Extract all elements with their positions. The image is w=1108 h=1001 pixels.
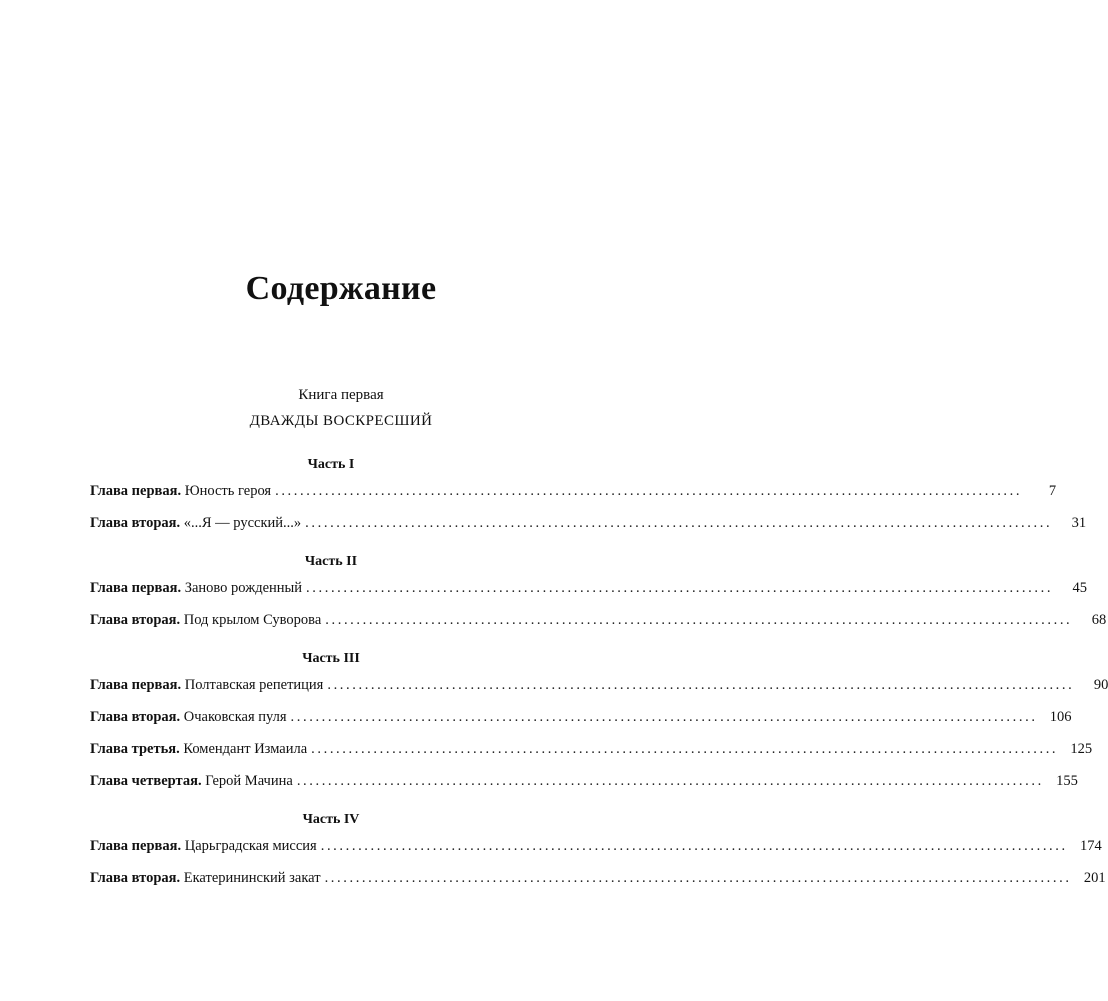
toc-entry[interactable] [90, 835, 1102, 867]
toc-entry[interactable] [90, 770, 1078, 802]
toc-entry[interactable] [90, 867, 1106, 899]
toc-entry[interactable] [90, 738, 1093, 770]
chapter-name: Екатерининский закат [183, 870, 321, 886]
chapter-label: Глава третья. [90, 741, 180, 757]
page-number: 125 [1070, 741, 1093, 757]
chapter-name: Под крылом Суворова [183, 612, 322, 628]
chapter-label: Глава вторая. [90, 515, 181, 531]
dot-leader: ........................................................................................................................ [275, 483, 1023, 499]
toc-entry[interactable] [90, 577, 1088, 609]
page-number: 31 [1071, 515, 1087, 531]
chapter-name: Герой Мачина [205, 773, 293, 789]
toc-entry[interactable] [90, 609, 1107, 641]
page-number: 90 [1093, 677, 1108, 693]
dot-leader: ........................................................................................................................ [320, 838, 1068, 854]
toc-entry[interactable] [90, 480, 1057, 512]
toc-entry[interactable] [90, 674, 1108, 706]
chapter-name: Комендант Измаила [183, 741, 308, 757]
page-number: 155 [1056, 773, 1078, 789]
dot-leader: ........................................................................................................................ [324, 870, 1072, 886]
part-heading: Часть III [302, 651, 360, 666]
chapter-name: Полтавская репетиция [184, 677, 324, 693]
dot-leader: ........................................................................................................................ [325, 612, 1073, 628]
chapter-name: Очаковская пуля [183, 709, 287, 725]
toc-entry[interactable] [90, 706, 1072, 738]
page-title: Содержание [245, 270, 437, 307]
chapter-name: Царьградская миссия [184, 838, 317, 854]
book-label: Книга первая [298, 387, 384, 403]
chapter-label: Глава вторая. [90, 612, 181, 628]
chapter-label: Глава первая. [90, 580, 182, 596]
page-number: 174 [1079, 838, 1102, 854]
part-heading: Часть I [307, 457, 355, 472]
book-title: ДВАЖДЫ ВОСКРЕСШИЙ [249, 413, 433, 429]
chapter-name: «...Я — русский...» [183, 515, 302, 531]
chapter-name: Юность героя [184, 483, 272, 499]
chapter-label: Глава первая. [90, 677, 182, 693]
part-heading: Часть II [304, 554, 358, 569]
dot-leader: ........................................................................................................................ [311, 741, 1059, 757]
dot-leader: ........................................................................................................................ [290, 709, 1038, 725]
page-number: 7 [1048, 483, 1057, 499]
dot-leader: ........................................................................................................................ [305, 515, 1053, 531]
chapter-label: Глава первая. [90, 838, 182, 854]
chapter-label: Глава вторая. [90, 870, 181, 886]
dot-leader: ........................................................................................................................ [296, 773, 1044, 789]
chapter-name: Заново рожденный [184, 580, 303, 596]
chapter-label: Глава вторая. [90, 709, 181, 725]
dot-leader: ........................................................................................................................ [327, 677, 1075, 693]
part-heading: Часть IV [302, 812, 360, 827]
toc-entry[interactable] [90, 512, 1087, 544]
table-of-contents [90, 454, 1108, 899]
page-number: 201 [1083, 870, 1106, 886]
page-number: 106 [1049, 709, 1072, 725]
chapter-label: Глава первая. [90, 483, 182, 499]
dot-leader: ........................................................................................................................ [306, 580, 1054, 596]
page-number: 45 [1072, 580, 1088, 596]
chapter-label: Глава четвертая. [90, 773, 202, 789]
page-number: 68 [1091, 612, 1107, 628]
